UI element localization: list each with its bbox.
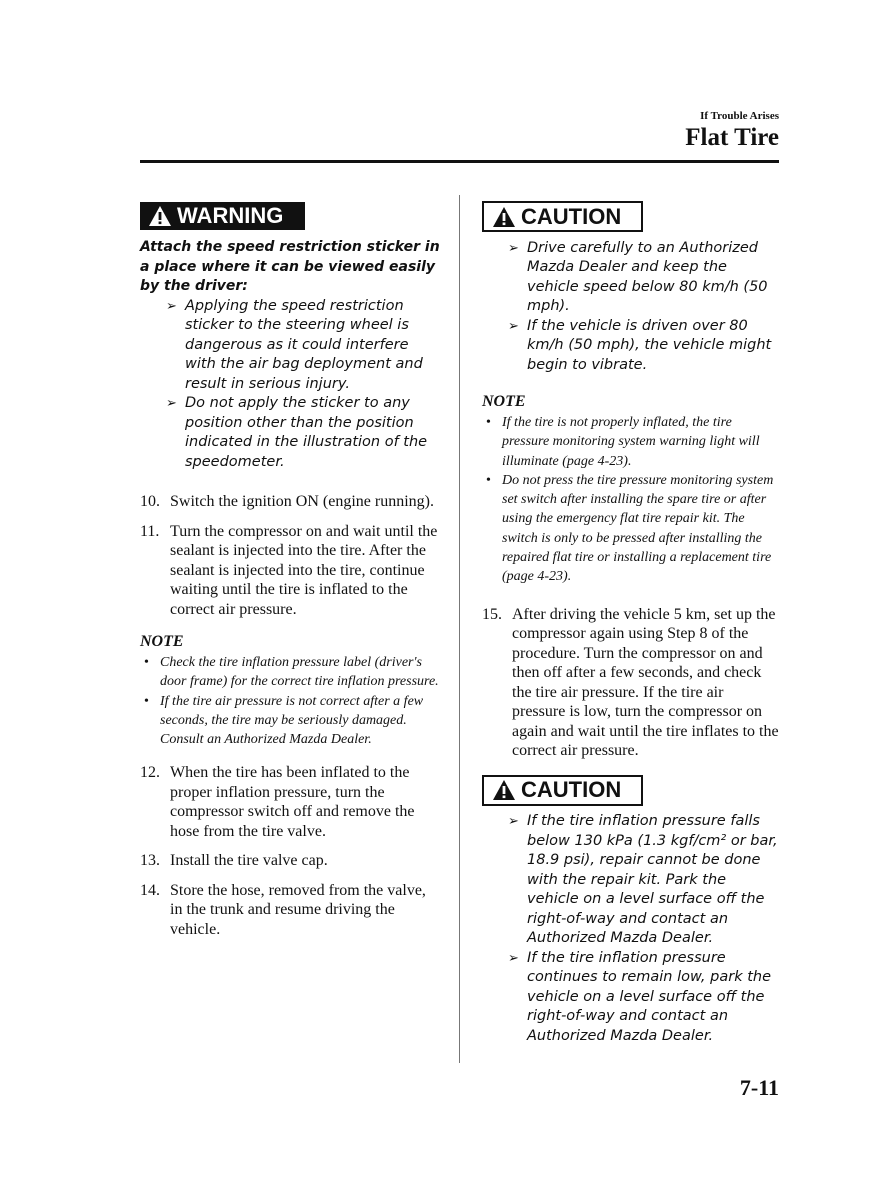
list-item: • If the tire air pressure is not correct after a few seconds, the tire may be seriously damaged. Consult an Authorized Mazda Dealer. bbox=[140, 692, 440, 750]
warning-box bbox=[140, 202, 305, 230]
list-item: ➢ Do not apply the sticker to any position other than the position indicated in the illustration of the speedometer. bbox=[166, 395, 428, 470]
caution-label: CAUTION bbox=[521, 777, 622, 803]
warning-triangle-icon bbox=[492, 779, 516, 801]
caution-bullets bbox=[482, 812, 780, 1046]
arrow-bullet-icon: ➢ bbox=[166, 298, 177, 314]
warning-triangle-icon bbox=[148, 205, 172, 227]
note-list bbox=[482, 413, 780, 587]
header-rule bbox=[140, 160, 779, 163]
page-header bbox=[685, 110, 779, 152]
section-label: If Trouble Arises bbox=[700, 110, 779, 122]
warning-label: WARNING bbox=[177, 203, 284, 228]
step-14: 14. Store the hose, removed from the valve, in the trunk and resume driving the vehicle. bbox=[140, 881, 426, 938]
arrow-bullet-icon: ➢ bbox=[508, 318, 519, 334]
list-item: • Check the tire inflation pressure label (driver's door frame) for the correct tire inflation pressure. bbox=[140, 653, 440, 692]
column-divider bbox=[459, 195, 460, 1063]
page-title: Flat Tire bbox=[685, 124, 779, 151]
list-item: • Do not press the tire pressure monitoring system set switch after installing the spare tire or after using the emergency flat tire repair kit. The switch is only to be pressed after installing the repaired flat tire or installing a replacement tire (page 4-23). bbox=[482, 471, 780, 587]
list-item: ➢ Drive carefully to an Authorized Mazda Dealer and keep the vehicle speed below 80 km/h (50 mph). bbox=[508, 239, 768, 314]
list-item: ➢ If the vehicle is driven over 80 km/h (50 mph), the vehicle might begin to vibrate. bbox=[508, 317, 772, 373]
step-13: 13. Install the tire valve cap. bbox=[140, 852, 328, 870]
page-number: 7-11 bbox=[739, 1075, 779, 1100]
caution-label: CAUTION bbox=[521, 203, 622, 229]
step-10: 10. Switch the ignition ON (engine running). bbox=[140, 493, 434, 510]
note-title: NOTE bbox=[140, 633, 184, 650]
note-title: NOTE bbox=[482, 393, 526, 410]
right-column bbox=[482, 201, 780, 1046]
step-11: 11. Turn the compressor on and wait until the sealant is injected into the tire. After the sealant is injected into the tire, continue waiting until the tire is inflated to the correct air pressure. bbox=[140, 522, 438, 618]
caution-bullets bbox=[482, 239, 780, 376]
arrow-bullet-icon: ➢ bbox=[508, 240, 519, 256]
list-item: • If the tire is not properly inflated, the tire pressure monitoring system warning light will illuminate (page 4-23). bbox=[482, 413, 780, 471]
arrow-bullet-icon: ➢ bbox=[166, 396, 177, 411]
list-item: ➢ Applying the speed restriction sticker to the steering wheel is dangerous as it could interfere with the air bag deployment and result in serious injury. bbox=[166, 297, 423, 392]
left-column bbox=[140, 202, 440, 949]
step-12: 12. When the tire has been inflated to the proper inflation pressure, turn the compressor switch off and remove the hose from the tire valve. bbox=[140, 764, 415, 840]
list-item: ➢ If the tire inflation pressure falls below 130 kPa (1.3 kgf/cm² or bar, 18.9 psi), repair cannot be done with the repair kit. Park the vehicle on a level surface off the right-of-way and contact an Authorized Mazda Dealer. bbox=[508, 813, 778, 947]
note-list bbox=[140, 653, 440, 749]
step-15: 15. After driving the vehicle 5 km, set up the compressor again using Step 8 of the procedure. Turn the compressor on and then off after a few seconds, and check the tire air pressure. If the tire air pressure is low, turn the compressor on again and wait until the tire inflates to the correct air pressure. bbox=[482, 605, 779, 760]
arrow-bullet-icon: ➢ bbox=[508, 814, 519, 830]
caution-box bbox=[482, 201, 643, 232]
warning-triangle-icon bbox=[492, 206, 516, 228]
caution-box bbox=[482, 775, 643, 806]
arrow-bullet-icon: ➢ bbox=[508, 950, 519, 966]
list-item: ➢ If the tire inflation pressure continues to remain low, park the vehicle on a level surface off the right-of-way and contact an Authorized Mazda Dealer. bbox=[508, 949, 772, 1044]
warning-lead: Attach the speed restriction sticker in a place where it can be viewed easily by the driver: bbox=[140, 239, 440, 294]
warning-bullets bbox=[140, 297, 440, 473]
